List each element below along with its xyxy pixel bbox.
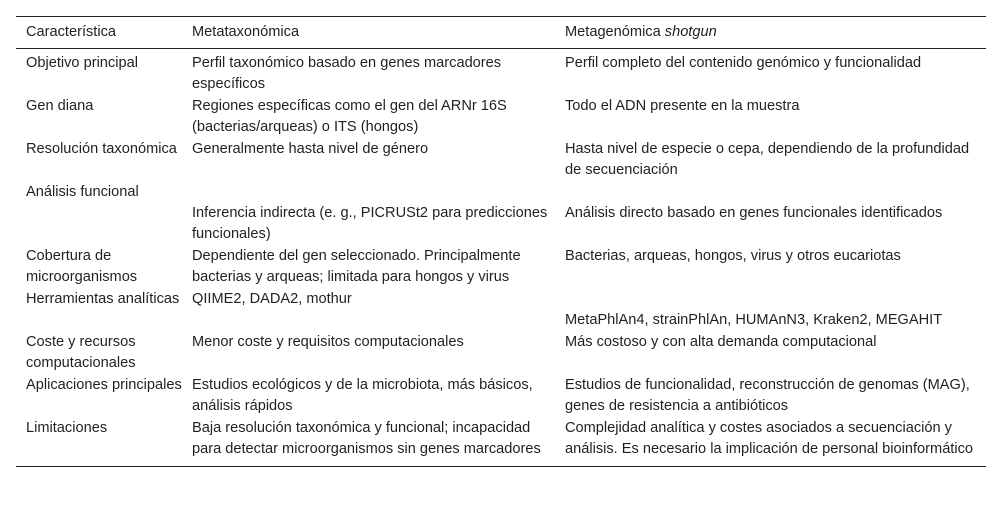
feature-text: Cobertura de microorganismos: [26, 248, 138, 285]
metataxonomic-text: Generalmente hasta nivel de género: [192, 141, 429, 157]
metagenomic-text: Todo el ADN presente en la muestra: [565, 98, 800, 114]
table-row: [16, 182, 986, 246]
cell-metataxonomic: [182, 332, 555, 375]
cell-feature: [16, 289, 182, 332]
cell-feature: [16, 139, 182, 182]
metagenomic-text: MetaPhlAn4, strainPhlAn, HUMAnN3, Kraken2, MEGAHIT: [565, 312, 943, 328]
cell-feature: [16, 375, 182, 418]
metataxonomic-text: Perfil taxonómico basado en genes marcadores específicos: [192, 55, 502, 92]
metagenomic-text: Bacterias, arqueas, hongos, virus y otros eucariotas: [565, 248, 901, 264]
metagenomic-text: Complejidad analítica y costes asociados a secuenciación y análisis. Es necesario la implicación de personal bioinformático: [565, 420, 974, 457]
cell-feature: [16, 182, 182, 246]
metataxonomic-text: Inferencia indirecta (e. g., PICRUSt2 para predicciones funcionales): [192, 205, 548, 242]
cell-metagenomic: [555, 246, 986, 289]
feature-text: Gen diana: [26, 98, 94, 114]
metagenomic-text: Análisis directo basado en genes funcionales identificados: [565, 205, 943, 221]
cell-metataxonomic: [182, 418, 555, 467]
metataxonomic-text: QIIME2, DADA2, mothur: [192, 291, 352, 307]
cell-metataxonomic: [182, 139, 555, 182]
cell-metagenomic: [555, 375, 986, 418]
table-row: [16, 289, 986, 332]
table-row: [16, 246, 986, 289]
metataxonomic-text: Regiones específicas como el gen del ARNr 16S (bacterias/arqueas) o ITS (hongos): [192, 98, 507, 135]
cell-feature: [16, 96, 182, 139]
table-row: [16, 332, 986, 375]
header-shotgun-italic: shotgun: [664, 24, 717, 40]
cell-feature: [16, 418, 182, 467]
cell-metagenomic: [555, 418, 986, 467]
feature-text: Resolución taxonómica: [26, 141, 177, 157]
table-header-row: [16, 17, 986, 49]
comparison-table-container: [16, 16, 986, 467]
cell-metagenomic: [555, 139, 986, 182]
table-row: [16, 418, 986, 467]
metataxonomic-text: Baja resolución taxonómica y funcional; incapacidad para detectar microorganismos sin genes marcadores: [192, 420, 541, 457]
cell-feature: [16, 332, 182, 375]
cell-feature: [16, 246, 182, 289]
metagenomic-text: Estudios de funcionalidad, reconstrucción de genomas (MAG), genes de resistencia a antibióticos: [565, 377, 970, 414]
metagenomic-text: Más costoso y con alta demanda computacional: [565, 334, 877, 350]
feature-text: Herramientas analíticas: [26, 291, 180, 307]
metagenomic-text: Perfil completo del contenido genómico y funcionalidad: [565, 55, 922, 71]
table-row: [16, 139, 986, 182]
metataxonomic-text: Dependiente del gen seleccionado. Principalmente bacterias y arqueas; limitada para hongos y virus: [192, 248, 521, 285]
metagenomic-text: Hasta nivel de especie o cepa, dependiendo de la profundidad de secuenciación: [565, 141, 970, 178]
table-row: [16, 96, 986, 139]
metataxonomic-text: Estudios ecológicos y de la microbiota, más básicos, análisis rápidos: [192, 377, 533, 414]
cell-metataxonomic: [182, 96, 555, 139]
feature-text: Análisis funcional: [26, 184, 139, 200]
header-characteristic: Característica: [16, 17, 182, 49]
header-metagenomic-shotgun: [555, 17, 986, 49]
header-metataxonomic: Metataxonómica: [182, 17, 555, 49]
cell-metataxonomic: [182, 246, 555, 289]
cell-metagenomic: [555, 182, 986, 246]
comparison-table: [16, 16, 986, 467]
feature-text: Coste y recursos computacionales: [26, 334, 136, 371]
table-row: [16, 49, 986, 97]
metataxonomic-text: Menor coste y requisitos computacionales: [192, 334, 464, 350]
feature-text: Aplicaciones principales: [26, 377, 182, 393]
feature-text: Objetivo principal: [26, 55, 138, 71]
table-row: [16, 375, 986, 418]
cell-metagenomic: [555, 49, 986, 97]
cell-metagenomic: [555, 332, 986, 375]
cell-metataxonomic: [182, 289, 555, 332]
cell-metataxonomic: [182, 49, 555, 97]
cell-metataxonomic: [182, 182, 555, 246]
feature-text: Limitaciones: [26, 420, 108, 436]
cell-feature: [16, 49, 182, 97]
cell-metagenomic: [555, 289, 986, 332]
cell-metagenomic: [555, 96, 986, 139]
cell-metataxonomic: [182, 375, 555, 418]
header-metagenomic-label: Metagenómica: [565, 24, 665, 40]
